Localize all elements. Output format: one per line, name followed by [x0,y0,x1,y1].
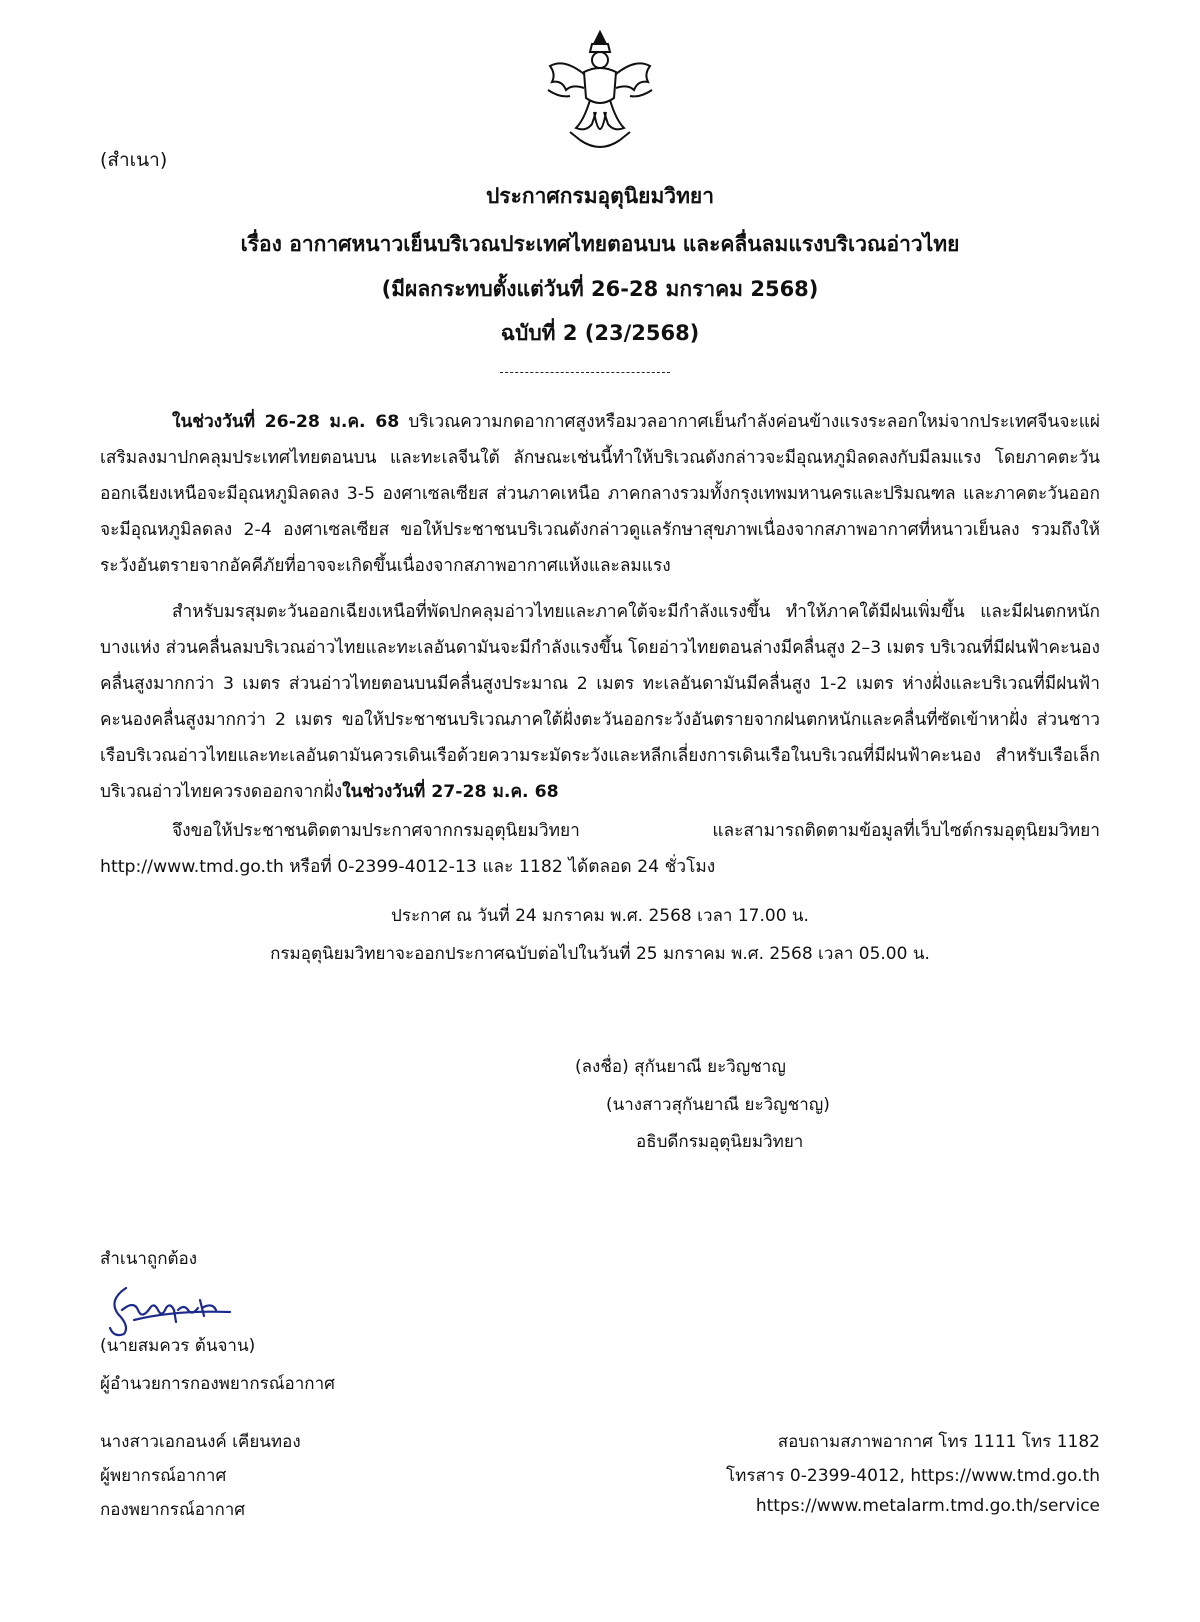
signatory-position: อธิบดีกรมอุตุนิยมวิทยา [636,1132,804,1152]
certifier-position: ผู้อำนวยการกองพยากรณ์อากาศ [100,1374,335,1394]
forecaster-role: ผู้พยากรณ์อากาศ [100,1466,227,1486]
certifier-name: (นายสมควร ต้นจาน) [100,1336,256,1356]
announcement-subject: เรื่อง อากาศหนาวเย็นบริเวณประเทศไทยตอนบน และคลื่นลมแรงบริเวณอ่าวไทย [240,232,960,256]
forecaster-name: นางสาวเอกอนงค์ เฅียนทอง [100,1432,301,1452]
announcement-date: ประกาศ ณ วันที่ 24 มกราคม พ.ศ. 2568 เวลา 17.00 น. [391,906,809,926]
paragraph-tail-date: ในช่วงวันที่ 27-28 ม.ค. 68 [342,782,559,802]
title-divider [500,372,670,373]
next-issue-notice: กรมอุตุนิยมวิทยาจะออกประกาศฉบับต่อไปในวันที่ 25 มกราคม พ.ศ. 2568 เวลา 05.00 น. [270,944,930,964]
paragraph-body: จึงขอให้ประชาชนติดตามประกาศจากกรมอุตุนิยมวิทยา และสามารถติดตามข้อมูลที่เว็บไซต์กรมอุตุนิยมวิทยา http://www.tmd.go.th หรือที่ 0-2399-4012-13 และ 1182 ได้ตลอด 24 ชั่วโมง [100,821,1100,877]
contact-service-link[interactable]: https://www.metalarm.tmd.go.th/service [755,1496,1100,1516]
contact-fax-website: โทรสาร 0-2399-4012, https://www.tmd.go.th [726,1466,1100,1486]
announcement-issue-number: ฉบับที่ 2 (23/2568) [500,321,700,345]
signed-line: (ลงชื่อ) สุกันยาณี ยะวิญชาญ [575,1057,786,1077]
contact-phone: สอบถามสภาพอากาศ โทร 1111 โทร 1182 [777,1432,1100,1452]
garuda-emblem-icon [540,28,660,158]
announcement-effective-dates: (มีผลกระทบตั้งแต่วันที่ 26-28 มกราคม 2568) [381,277,819,301]
paragraph-monsoon [100,594,1100,810]
copy-label: (สำเนา) [100,149,168,171]
handwritten-signature-icon [104,1280,234,1340]
signatory-name: (นางสาวสุกันยาณี ยะวิญชาญ) [606,1095,830,1115]
paragraph-body: สำหรับมรสุมตะวันออกเฉียงเหนือที่พัดปกคลุมอ่าวไทยและภาคใต้จะมีกำลังแรงขึ้น ทำให้ภาคใต้มีฝนเพิ่มขึ้น และมีฝนตกหนักบางแห่ง ส่วนคลื่นลมบริเวณอ่าวไทยและทะเลอันดามันจะมีกำลังแรงขึ้น โดยอ่าวไทยตอนล่างมีคลื่นสูง 2–3 เมตร บริเวณที่มีฝนฟ้าคะนองคลื่นสูงมากกว่า 3 เมตร ส่วนอ่าวไทยตอนบนมีคลื่นสูงประมาณ 2 เมตร ทะเลอันดามันมีคลื่นสูง 1-2 เมตร ห่างฝั่งและบริเวณที่มีฝนฟ้าคะนองคลื่นสูงมากกว่า 2 เมตร ขอให้ประชาชนบริเวณภาคใต้ฝั่งตะวันออกระวังอันตรายจากฝนตกหนักและคลื่นที่ซัดเข้าหาฝั่ง ส่วนชาวเรือบริเวณอ่าวไทยและทะเลอันดามันควรเดินเรือด้วยความระมัดระวังและหลีกเลี่ยงการเดินเรือในบริเวณที่มีฝนฟ้าคะนอง สำหรับเรือเล็กบริเวณอ่าวไทยควรงดออกจากฝั่ง [100,602,1101,802]
paragraph-body: บริเวณความกดอากาศสูงหรือมวลอากาศเย็นกำลังค่อนข้างแรงระลอกใหม่จากประเทศจีนจะแผ่เสริมลงมาปกคลุมประเทศไทยตอนบน และทะเลจีนใต้ ลักษณะเช่นนี้ทำให้บริเวณดังกล่าวจะมีอุณหภูมิลดลงกับมีลมแรง โดยภาคตะวันออกเฉียงเหนือจะมีอุณหภูมิลดลง 3-5 องศาเซลเซียส ส่วนภาคเหนือ ภาคกลางรวมทั้งกรุงเทพมหานครและปริมณฑล และภาคตะวันออก จะมีอุณหภูมิลดลง 2-4 องศาเซลเซียส ขอให้ประชาชนบริเวณดังกล่าวดูแลรักษาสุขภาพเนื่องจากสภาพอากาศที่หนาวเย็นลง รวมถึงให้ระวังอันตรายจากอัคคีภัยที่อาจจะเกิดขึ้นเนื่องจากสภาพอากาศแห้งและลมแรง [100,412,1101,576]
paragraph-lead-date: ในช่วงวันที่ 26-28 ม.ค. 68 [172,412,400,432]
announcement-title: ประกาศกรมอุตุนิยมวิทยา [485,184,715,208]
forecaster-division: กองพยากรณ์อากาศ [100,1500,246,1520]
certified-copy-label: สำเนาถูกต้อง [100,1249,198,1269]
paragraph-cold-weather [100,404,1100,584]
paragraph-follow-updates [100,813,1100,885]
